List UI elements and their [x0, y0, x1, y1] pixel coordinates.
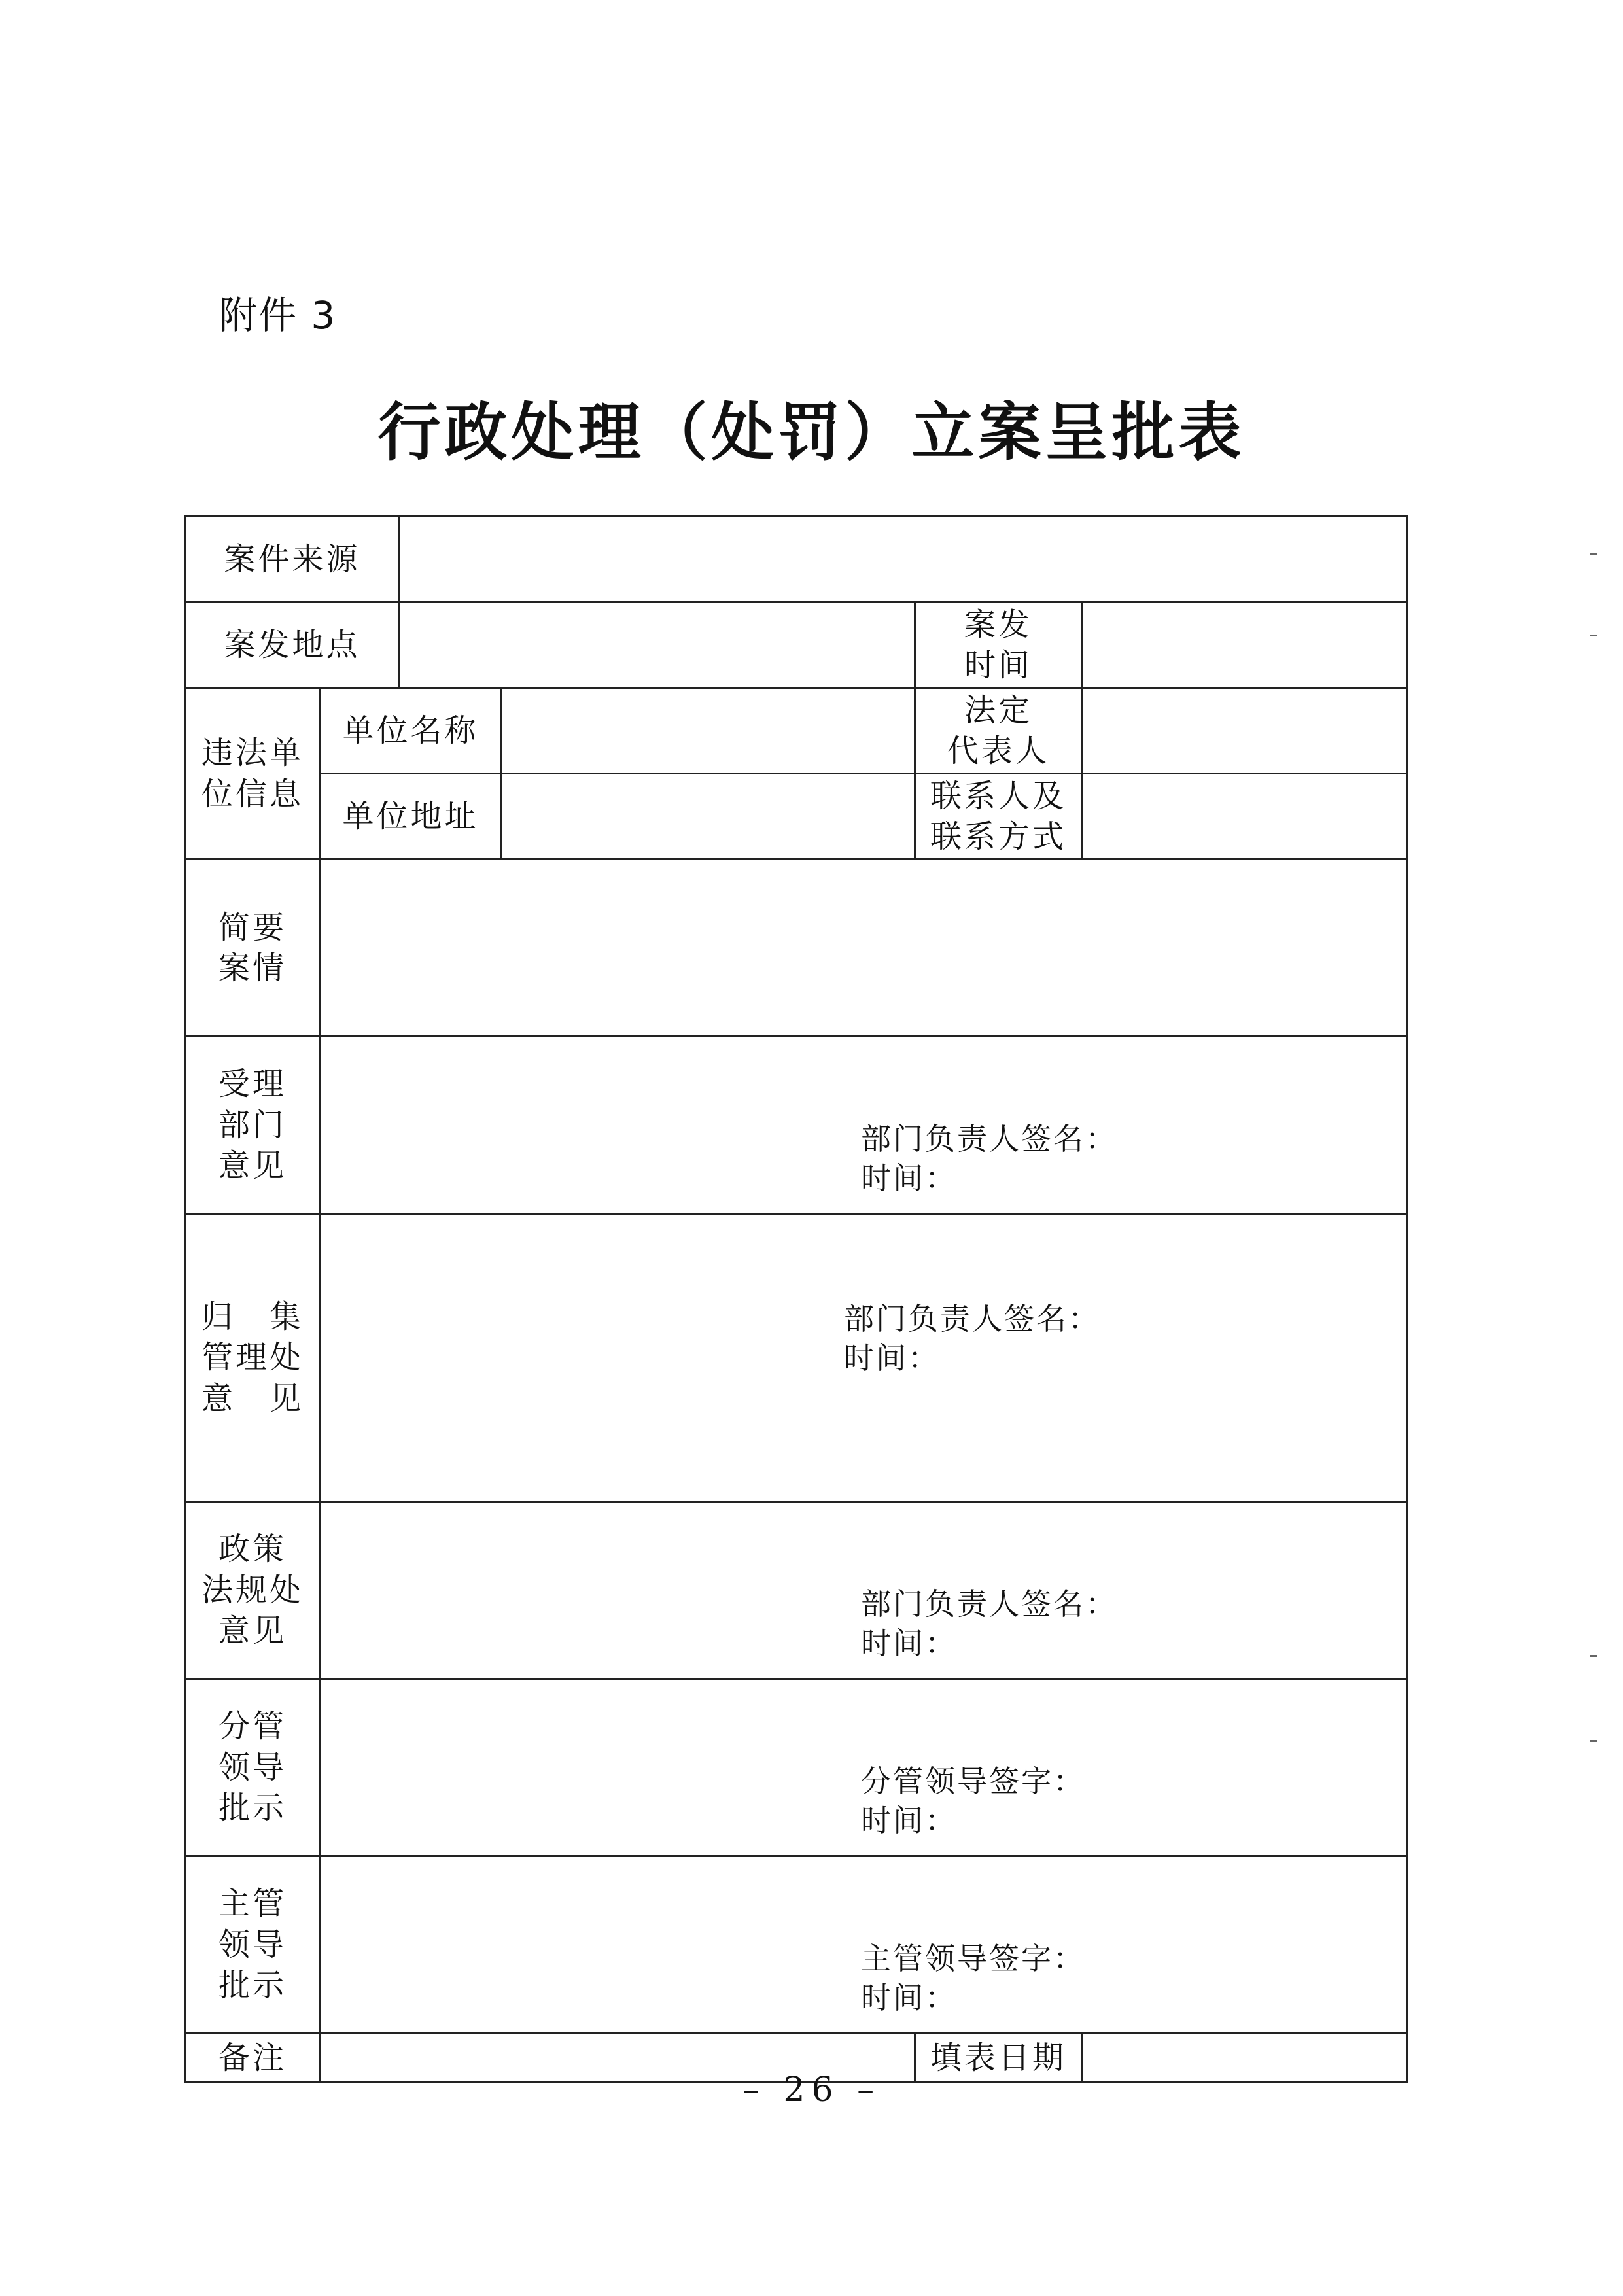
- row-unit-address: [186, 774, 1408, 860]
- deputy-leader-field[interactable]: [320, 1679, 1408, 1856]
- unit-address-label: 单位地址: [320, 774, 502, 860]
- case-location-label: 案发地点: [186, 602, 399, 688]
- policy-office-signature: 部门负责人签名： 时间：: [861, 1586, 1117, 1661]
- row-deputy-leader: [186, 1679, 1408, 1856]
- remarks-label: 备注: [186, 2033, 320, 2082]
- row-case-source: [186, 517, 1408, 602]
- case-source-label: 案件来源: [186, 517, 399, 602]
- case-location-field[interactable]: [399, 602, 915, 688]
- unit-name-label: 单位名称: [320, 688, 502, 774]
- row-case-location: [186, 602, 1408, 688]
- row-chief-leader: [186, 1856, 1408, 2033]
- scan-edge-mark: [1590, 635, 1597, 636]
- contact-label: 联系人及 联系方式: [915, 774, 1082, 860]
- policy-office-field[interactable]: [320, 1501, 1408, 1679]
- row-accepting-dept: [186, 1037, 1408, 1214]
- legal-rep-label: 法定 代表人: [915, 688, 1082, 774]
- accepting-dept-field[interactable]: [320, 1037, 1408, 1214]
- unit-address-field[interactable]: [502, 774, 915, 860]
- case-approval-form: [184, 515, 1408, 2083]
- accepting-dept-label: 受理 部门 意见: [186, 1037, 320, 1214]
- row-unit-name: [186, 688, 1408, 774]
- case-time-label: 案发 时间: [915, 602, 1082, 688]
- scan-edge-mark: [1590, 1740, 1597, 1742]
- contact-field[interactable]: [1082, 774, 1408, 860]
- chief-leader-label: 主管 领导 批示: [186, 1856, 320, 2033]
- collection-office-field[interactable]: [320, 1214, 1408, 1502]
- brief-case-label: 简要 案情: [186, 860, 320, 1037]
- unit-name-field[interactable]: [502, 688, 915, 774]
- attachment-label: 附件 3: [219, 293, 337, 338]
- deputy-leader-signature: 分管领导签字： 时间：: [861, 1763, 1085, 1838]
- row-collection-office: [186, 1214, 1408, 1502]
- scan-edge-mark: [1590, 553, 1597, 555]
- case-source-field[interactable]: [399, 517, 1408, 602]
- row-policy-office: [186, 1501, 1408, 1679]
- case-time-field[interactable]: [1082, 602, 1408, 688]
- brief-case-field[interactable]: [320, 860, 1408, 1037]
- collection-office-signature: 部门负责人签名： 时间：: [844, 1301, 1100, 1376]
- collection-office-label: 归 集 管理处 意 见: [186, 1214, 320, 1502]
- page-number: – 26 –: [742, 2070, 881, 2110]
- chief-leader-signature: 主管领导签字： 时间：: [861, 1940, 1085, 2015]
- chief-leader-field[interactable]: [320, 1856, 1408, 2033]
- policy-office-label: 政策 法规处 意见: [186, 1501, 320, 1679]
- legal-rep-field[interactable]: [1082, 688, 1408, 774]
- scan-edge-mark: [1590, 1655, 1597, 1657]
- deputy-leader-label: 分管 领导 批示: [186, 1679, 320, 1856]
- violator-info-label: 违法单 位信息: [186, 688, 320, 860]
- row-brief-case: [186, 860, 1408, 1037]
- fill-date-label: 填表日期: [915, 2033, 1082, 2082]
- page-title: 行政处理（处罚）立案呈批表: [377, 395, 1246, 469]
- accepting-dept-signature: 部门负责人签名： 时间：: [861, 1121, 1117, 1196]
